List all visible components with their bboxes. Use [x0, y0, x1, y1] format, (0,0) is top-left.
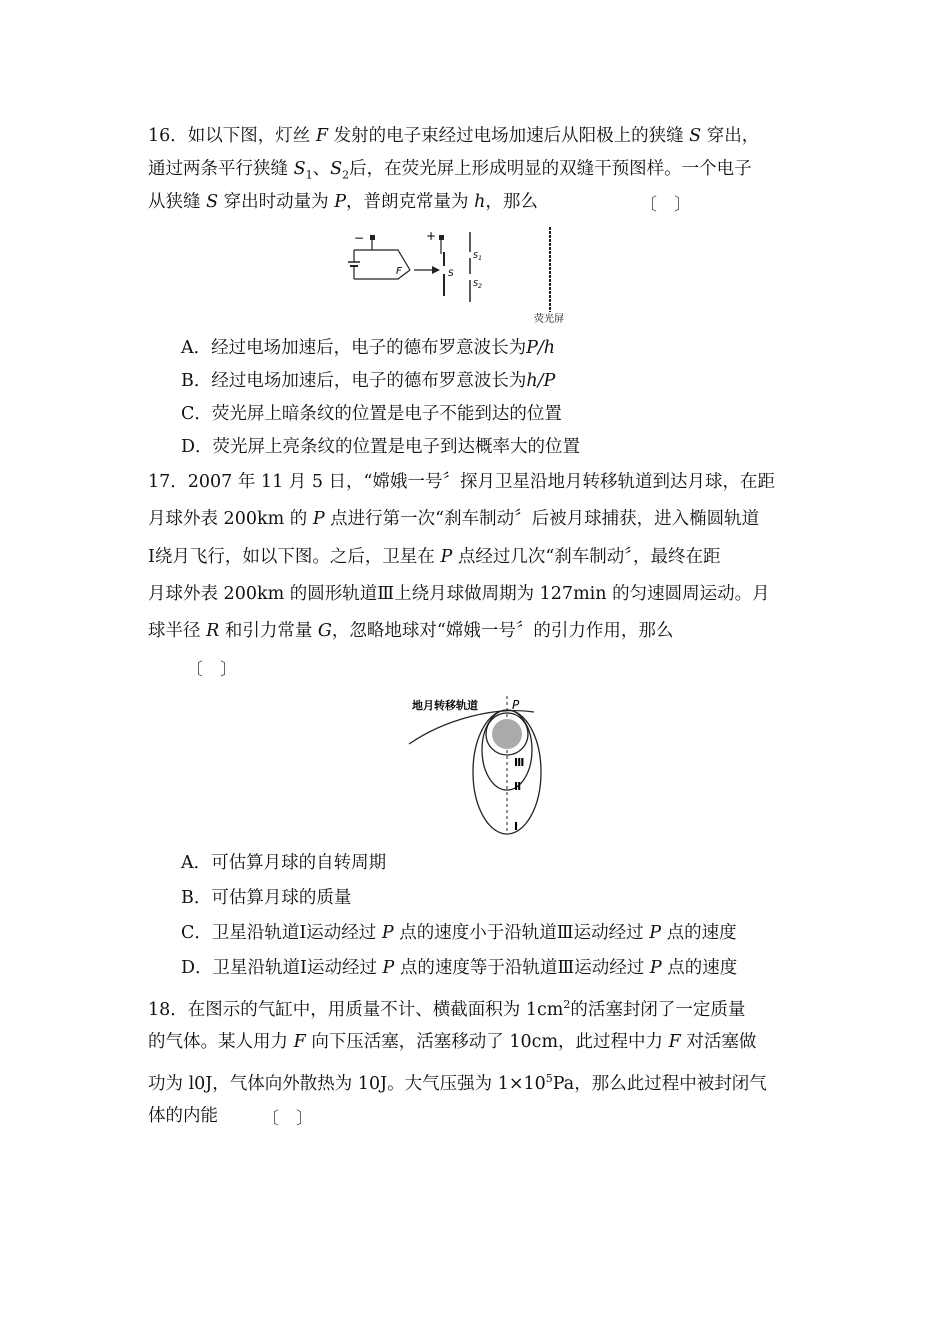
fig1-plus-label: +	[426, 229, 437, 243]
q17-option-a: A．可估算月球的自转周期	[181, 853, 387, 873]
fig1-plus-terminal	[439, 235, 444, 240]
q17-answer-bracket: 〔 〕	[186, 660, 237, 680]
q18-line-3: 功为 l0J，气体向外散热为 10J。大气压强为 $1\times 10^5Pa$，那么此过程中被封闭气	[148, 1072, 767, 1094]
q16-line-2: 通过两条平行狭缝 $S_1$、$S_2$后，在荧光屏上形成明显的双缝干预图样。一个电子	[148, 159, 752, 182]
fig2-orbit-1-label: Ⅰ	[514, 820, 519, 833]
fig2-track-label: 地月转移轨道	[412, 699, 478, 712]
fig1-s2-label: S	[473, 279, 479, 288]
q17-line-1: 17．2007 年 11 月 5 日，“嫦娥一号〞探月卫星沿地月转移轨道到达月球，在距	[148, 472, 775, 492]
fig2-orbit-2-label: Ⅱ	[514, 780, 522, 793]
fig2-orbit-3-label: Ⅲ	[514, 756, 525, 769]
fig1-minus-label: −	[354, 231, 365, 245]
q16-option-d: D．荧光屏上亮条纹的位置是电子到达概率大的位置	[181, 437, 581, 457]
q16-option-b: B．经过电场加速后，电子的德布罗意波长为h/P	[181, 371, 556, 391]
q17-option-b: B．可估算月球的质量	[181, 888, 352, 908]
svg-text:S2	[473, 279, 482, 290]
fig1-s1-label: S	[473, 251, 479, 260]
q17-option-d: D．卫星沿轨道Ⅰ运动经过 P 点的速度等于沿轨道Ⅲ运动经过 P 点的速度	[181, 958, 738, 978]
fig1-filament-label: F	[396, 266, 402, 277]
q16-answer-bracket: 〔 〕	[640, 195, 691, 215]
q18-line-2: 的气体。某人用力 F 向下压活塞，活塞移动了 10cm，此过程中力 F 对活塞做	[148, 1032, 757, 1052]
q17-figure	[404, 690, 554, 840]
fig1-screen-label: 荧光屏	[534, 314, 564, 325]
fig2-p-label: P	[512, 698, 520, 712]
q16-figure	[340, 224, 580, 326]
q18-answer-bracket: 〔 〕	[262, 1109, 313, 1129]
q17-line-2: 月球外表 200km 的 P 点进行第一次“刹车制动〞后被月球捕获，进入椭圆轨道	[148, 509, 760, 529]
q17-line-3: Ⅰ绕月飞行，如以下图。之后，卫星在 P 点经过几次“刹车制动〞，最终在距	[148, 547, 721, 567]
q16-option-a: A．经过电场加速后，电子的德布罗意波长为P/h	[181, 338, 556, 358]
fig1-s1-subscript: 1	[478, 255, 482, 262]
fig1-s2-subscript: 2	[478, 283, 482, 290]
fig1-minus-terminal	[370, 235, 375, 240]
q17-line-4: 月球外表 200km 的圆形轨道Ⅲ上绕月球做周期为 127min 的匀速圆周运动。月	[148, 584, 770, 604]
q16-line-1: 16．如以下图，灯丝 F 发射的电子束经过电场加速后从阳极上的狭缝 S 穿出，	[148, 126, 760, 146]
q18-line-4: 体的内能	[148, 1106, 218, 1126]
svg-text:S1	[473, 251, 482, 262]
q16-line-3: 从狭缝 S 穿出时动量为 P，普朗克常量为 h，那么	[148, 192, 538, 212]
q18-line-1: 18．在图示的气缸中，用质量不计、横截面积为 $1cm^2$的活塞封闭了一定质量	[148, 998, 746, 1020]
q16-option-c: C．荧光屏上暗条纹的位置是电子不能到达的位置	[181, 404, 562, 424]
fig1-slit-label: S	[448, 269, 454, 279]
fig2-moon	[492, 719, 522, 749]
q17-option-c: C．卫星沿轨道Ⅰ运动经过 P 点的速度小于沿轨道Ⅲ运动经过 P 点的速度	[181, 923, 737, 943]
q17-line-5: 球半径 R 和引力常量 G，忽略地球对“嫦娥一号〞的引力作用，那么	[148, 621, 674, 641]
